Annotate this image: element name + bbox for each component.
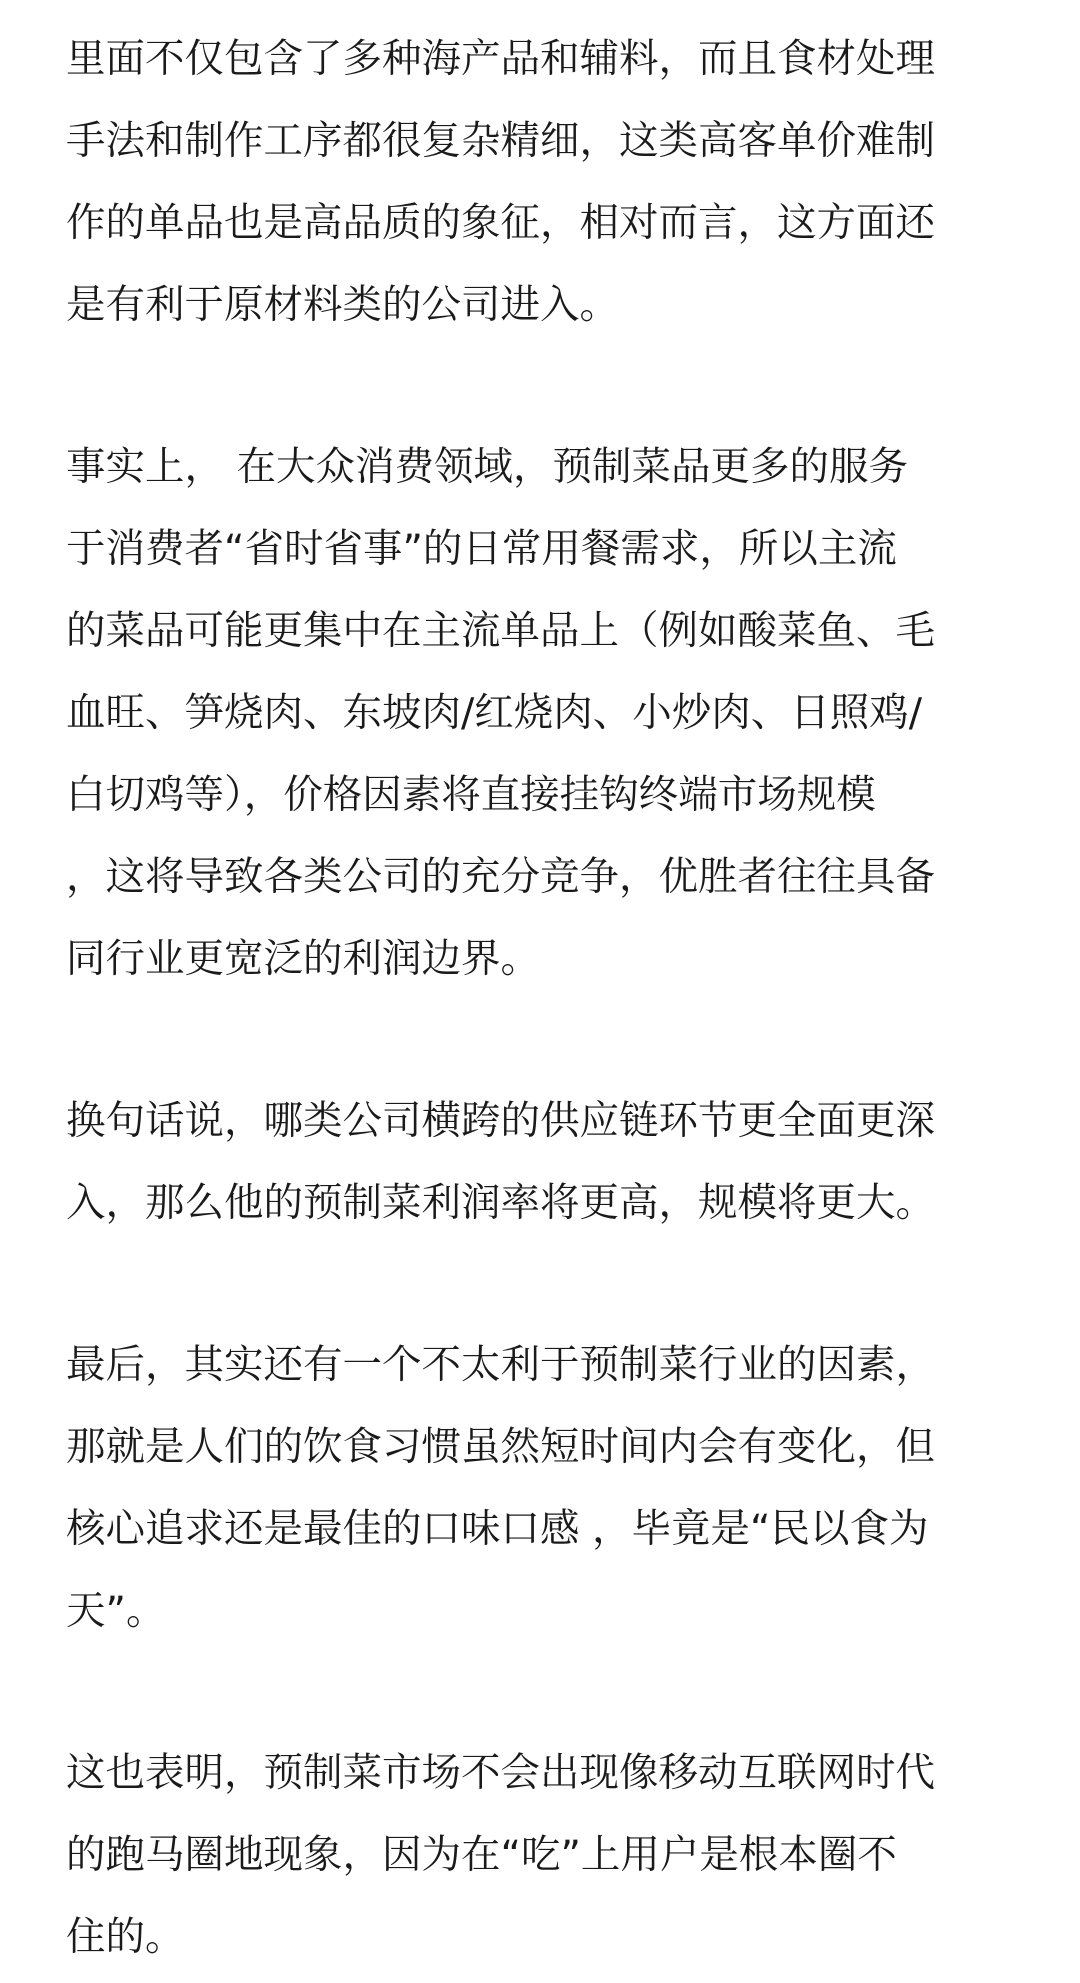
text-line: 里面不仅包含了多种海产品和辅料，而且食材处理 xyxy=(66,36,935,82)
text-line: 换句话说，哪类公司横跨的供应链环节更全面更深 xyxy=(66,1098,935,1144)
text-line: 的菜品可能更集中在主流单品上（例如酸菜鱼、毛 xyxy=(66,608,935,654)
paragraph-spacer xyxy=(66,1244,1016,1324)
text-line: ，这将导致各类公司的充分竞争，优胜者往往具备 xyxy=(66,854,935,900)
text-line: 核心追求还是最佳的口味口感 ，毕竟是“民以食为 xyxy=(66,1506,929,1552)
text-line: 于消费者“省时省事”的日常用餐需求，所以主流 xyxy=(66,526,897,572)
text-line: 作的单品也是高品质的象征，相对而言，这方面还 xyxy=(66,200,935,246)
paragraph-spacer xyxy=(66,346,1016,426)
text-line: 入，那么他的预制菜利润率将更高，规模将更大。 xyxy=(66,1180,935,1226)
paragraph-spacer xyxy=(66,1000,1016,1080)
paragraph-1 xyxy=(66,18,1016,346)
text-line: 住的。 xyxy=(66,1914,185,1960)
text-line: 是有利于原材料类的公司进入。 xyxy=(66,282,619,328)
text-line: 那就是人们的饮食习惯虽然短时间内会有变化，但 xyxy=(66,1424,935,1470)
text-line: 白切鸡等），价格因素将直接挂钩终端市场规模 xyxy=(66,772,876,818)
text-line: 血旺、笋烧肉、东坡肉/红烧肉、小炒肉、日照鸡/ xyxy=(66,690,923,736)
paragraph-5 xyxy=(66,1732,1016,1978)
text-line: 这也表明，预制菜市场不会出现像移动互联网时代 xyxy=(66,1750,935,1796)
article-body xyxy=(66,18,1016,1978)
paragraph-4 xyxy=(66,1324,1016,1652)
paragraph-2 xyxy=(66,426,1016,1000)
text-line: 天”。 xyxy=(66,1588,166,1634)
text-line: 事实上， 在大众消费领域，预制菜品更多的服务 xyxy=(66,444,909,490)
paragraph-3 xyxy=(66,1080,1016,1244)
text-line: 最后，其实还有一个不太利于预制菜行业的因素， xyxy=(66,1342,935,1388)
paragraph-spacer xyxy=(66,1652,1016,1732)
text-line: 同行业更宽泛的利润边界。 xyxy=(66,936,540,982)
text-line: 手法和制作工序都很复杂精细，这类高客单价难制 xyxy=(66,118,935,164)
text-line: 的跑马圈地现象，因为在“吃”上用户是根本圈不 xyxy=(66,1832,897,1878)
